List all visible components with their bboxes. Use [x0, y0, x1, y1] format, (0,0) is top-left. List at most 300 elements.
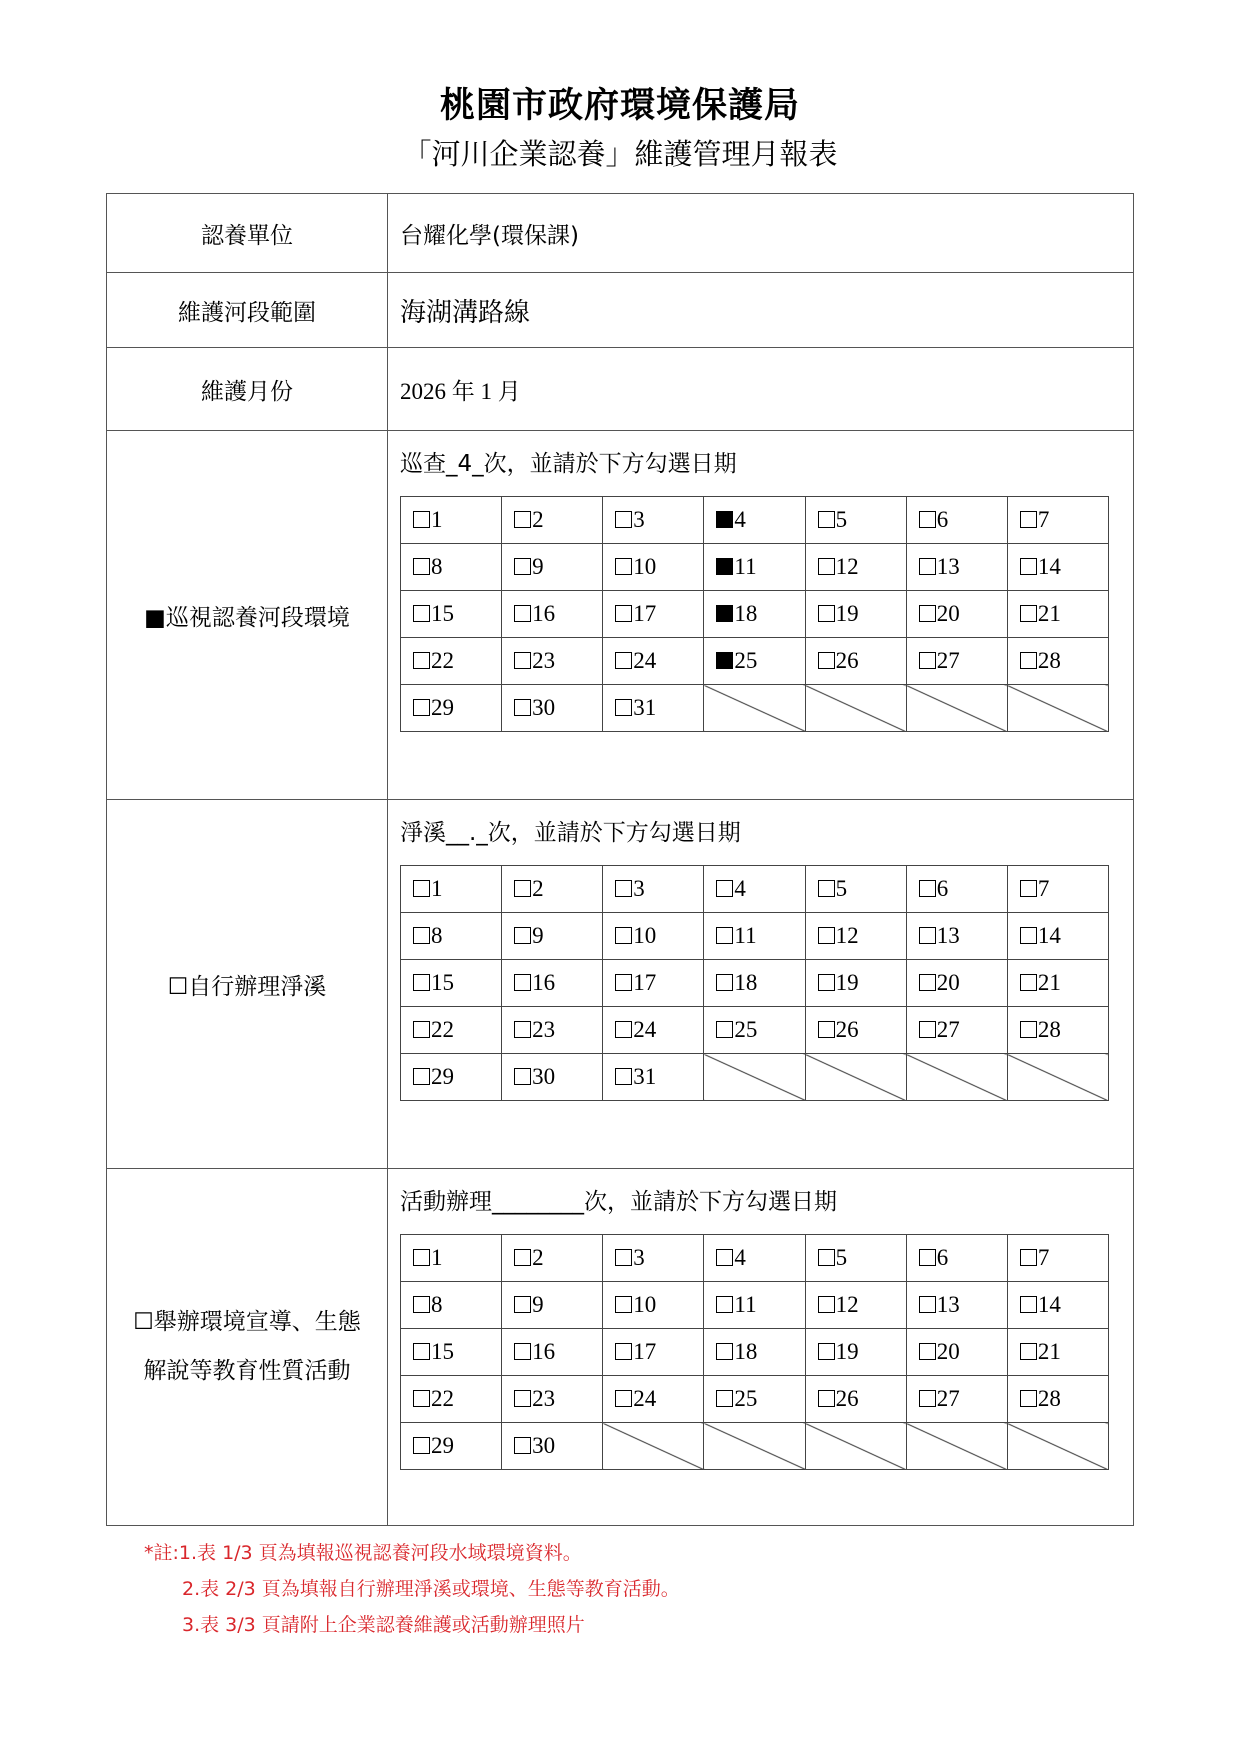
day-number: 15 — [431, 1339, 454, 1364]
checkbox-empty-icon[interactable] — [716, 1390, 733, 1407]
day-checkbox-28[interactable] — [1007, 638, 1108, 685]
day-number: 14 — [1037, 554, 1061, 579]
day-checkbox-19[interactable] — [805, 1329, 906, 1376]
checkbox-empty-icon[interactable] — [514, 1343, 531, 1360]
day-checkbox-16[interactable] — [502, 960, 603, 1007]
checkbox-empty-icon[interactable] — [919, 1390, 936, 1407]
day-number: 8 — [431, 923, 443, 948]
day-number: 8 — [431, 1292, 443, 1317]
day-number: 2 — [532, 507, 544, 532]
section-education-label-line1: ☐舉辦環境宣導、生態 — [133, 1309, 361, 1335]
day-checkbox-27[interactable] — [906, 1376, 1007, 1423]
empty-cell — [704, 685, 805, 732]
day-number: 6 — [936, 1245, 949, 1270]
day-checkbox-2[interactable] — [502, 1235, 603, 1282]
section-education-label-line2: 解說等教育性質活動 — [143, 1358, 351, 1384]
checkbox-empty-icon[interactable] — [716, 1021, 733, 1038]
checkbox-checked-icon[interactable] — [716, 558, 733, 575]
checkbox-empty-icon[interactable] — [514, 1296, 531, 1313]
day-checkbox-25[interactable] — [704, 638, 805, 685]
empty-cell — [906, 1423, 1007, 1470]
checkbox-empty-icon[interactable] — [514, 1021, 531, 1038]
day-number: 12 — [835, 923, 859, 948]
day-checkbox-30[interactable] — [502, 1423, 603, 1470]
day-checkbox-13[interactable] — [906, 544, 1007, 591]
day-checkbox-6[interactable] — [906, 497, 1007, 544]
range-value[interactable]: 海湖溝路線 — [388, 273, 1134, 348]
day-checkbox-4[interactable] — [704, 866, 805, 913]
day-checkbox-8[interactable] — [401, 1282, 502, 1329]
day-number: 14 — [1037, 923, 1061, 948]
day-number: 30 — [532, 1064, 556, 1089]
day-number: 10 — [633, 554, 657, 579]
calendar-row — [401, 1007, 1109, 1054]
day-number: 1 — [431, 876, 443, 901]
checkbox-empty-icon[interactable] — [413, 927, 430, 944]
empty-cell — [805, 1423, 906, 1470]
day-checkbox-19[interactable] — [805, 960, 906, 1007]
day-checkbox-29[interactable] — [401, 1423, 502, 1470]
day-checkbox-17[interactable] — [603, 960, 704, 1007]
checkbox-empty-icon[interactable] — [413, 1296, 430, 1313]
day-number: 5 — [835, 1245, 848, 1270]
day-number: 24 — [633, 648, 657, 673]
day-number: 13 — [936, 554, 960, 579]
day-checkbox-24[interactable] — [603, 1376, 704, 1423]
empty-cell — [704, 1423, 805, 1470]
day-number: 9 — [532, 1292, 544, 1317]
section-patrol-label: ■巡視認養河段環境 — [107, 431, 388, 800]
day-checkbox-8[interactable] — [401, 913, 502, 960]
day-checkbox-30[interactable] — [502, 685, 603, 732]
checkbox-empty-icon[interactable] — [615, 652, 632, 669]
day-checkbox-3[interactable] — [603, 866, 704, 913]
day-checkbox-1[interactable] — [401, 1235, 502, 1282]
day-number: 20 — [936, 1339, 960, 1364]
day-checkbox-15[interactable] — [401, 1329, 502, 1376]
day-checkbox-8[interactable] — [401, 544, 502, 591]
unit-value[interactable]: 台耀化學(環保課) — [388, 194, 1134, 273]
checkbox-empty-icon[interactable] — [615, 511, 632, 528]
day-number: 26 — [835, 648, 859, 673]
day-checkbox-21[interactable] — [1007, 591, 1108, 638]
checkbox-empty-icon[interactable] — [514, 605, 531, 622]
day-number: 9 — [532, 554, 544, 579]
report-table — [106, 193, 1134, 1526]
day-number: 25 — [734, 1017, 758, 1042]
day-checkbox-3[interactable] — [603, 497, 704, 544]
checkbox-empty-icon[interactable] — [716, 927, 733, 944]
checkbox-empty-icon[interactable] — [615, 880, 632, 897]
month-label: 維護月份 — [107, 348, 388, 431]
day-checkbox-7[interactable] — [1007, 1235, 1108, 1282]
empty-cell — [603, 1423, 704, 1470]
day-checkbox-15[interactable] — [401, 591, 502, 638]
day-checkbox-4[interactable] — [704, 1235, 805, 1282]
checkbox-empty-icon[interactable] — [919, 558, 936, 575]
day-checkbox-17[interactable] — [603, 591, 704, 638]
checkbox-empty-icon[interactable] — [1020, 927, 1037, 944]
day-number: 4 — [734, 1245, 746, 1270]
day-number: 22 — [431, 648, 454, 673]
empty-cell — [704, 1054, 805, 1101]
day-checkbox-16[interactable] — [502, 1329, 603, 1376]
day-checkbox-18[interactable] — [704, 591, 805, 638]
day-number: 3 — [633, 1245, 645, 1270]
checkbox-empty-icon[interactable] — [514, 558, 531, 575]
checkbox-empty-icon[interactable] — [514, 652, 531, 669]
checkbox-empty-icon[interactable] — [919, 880, 936, 897]
day-checkbox-14[interactable] — [1007, 1282, 1108, 1329]
day-number: 29 — [431, 695, 454, 720]
day-checkbox-2[interactable] — [502, 497, 603, 544]
checkbox-empty-icon[interactable] — [615, 1343, 632, 1360]
empty-cell — [805, 685, 906, 732]
day-checkbox-7[interactable] — [1007, 866, 1108, 913]
checkbox-empty-icon[interactable] — [818, 1343, 835, 1360]
checkbox-empty-icon[interactable] — [818, 1021, 835, 1038]
day-number: 28 — [1037, 1386, 1061, 1411]
section-patrol-header: 巡查_4_次，並請於下方勾選日期 — [400, 451, 737, 477]
checkbox-empty-icon[interactable] — [1020, 558, 1037, 575]
checkbox-empty-icon[interactable] — [615, 1390, 632, 1407]
empty-cell — [1007, 685, 1108, 732]
checkbox-empty-icon[interactable] — [615, 699, 632, 716]
checkbox-empty-icon[interactable] — [1020, 1249, 1037, 1266]
day-number: 18 — [734, 1339, 758, 1364]
day-checkbox-9[interactable] — [502, 544, 603, 591]
day-checkbox-26[interactable] — [805, 1007, 906, 1054]
day-checkbox-28[interactable] — [1007, 1007, 1108, 1054]
checkbox-empty-icon[interactable] — [413, 880, 430, 897]
day-checkbox-5[interactable] — [805, 866, 906, 913]
day-number: 11 — [734, 1292, 757, 1317]
day-number: 7 — [1037, 1245, 1050, 1270]
checkbox-empty-icon[interactable] — [615, 1068, 632, 1085]
day-checkbox-18[interactable] — [704, 1329, 805, 1376]
checkbox-empty-icon[interactable] — [514, 511, 531, 528]
calendar-row — [401, 685, 1109, 732]
checkbox-empty-icon[interactable] — [1020, 511, 1037, 528]
checkbox-empty-icon[interactable] — [413, 1249, 430, 1266]
month-value[interactable]: 2026 年 1 月 — [388, 348, 1134, 431]
checkbox-checked-icon[interactable] — [716, 605, 733, 622]
day-number: 23 — [532, 1386, 556, 1411]
day-number: 4 — [734, 507, 746, 532]
day-number: 27 — [936, 648, 960, 673]
day-number: 31 — [633, 695, 657, 720]
section-education-body — [388, 1169, 1134, 1526]
checkbox-empty-icon[interactable] — [413, 1390, 430, 1407]
checkbox-empty-icon[interactable] — [818, 927, 835, 944]
day-checkbox-28[interactable] — [1007, 1376, 1108, 1423]
checkbox-checked-icon[interactable] — [716, 652, 733, 669]
checkbox-empty-icon[interactable] — [514, 927, 531, 944]
checkbox-empty-icon[interactable] — [818, 974, 835, 991]
day-checkbox-27[interactable] — [906, 638, 1007, 685]
day-checkbox-21[interactable] — [1007, 1329, 1108, 1376]
day-checkbox-19[interactable] — [805, 591, 906, 638]
day-number: 17 — [633, 970, 657, 995]
checkbox-empty-icon[interactable] — [818, 1249, 835, 1266]
day-checkbox-12[interactable] — [805, 1282, 906, 1329]
calendar-row — [401, 1376, 1109, 1423]
checkbox-empty-icon[interactable] — [413, 511, 430, 528]
day-number: 31 — [633, 1064, 657, 1089]
day-checkbox-11[interactable] — [704, 544, 805, 591]
calendar-row — [401, 1329, 1109, 1376]
day-number: 10 — [633, 1292, 657, 1317]
checkbox-empty-icon[interactable] — [1020, 1021, 1037, 1038]
checkbox-empty-icon[interactable] — [1020, 1390, 1037, 1407]
day-number: 21 — [1037, 1339, 1061, 1364]
checkbox-empty-icon[interactable] — [919, 1021, 936, 1038]
day-number: 5 — [835, 876, 848, 901]
day-number: 17 — [633, 601, 657, 626]
day-checkbox-9[interactable] — [502, 913, 603, 960]
checkbox-empty-icon[interactable] — [919, 605, 936, 622]
page-title: 桃園市政府環境保護局 — [439, 86, 800, 126]
checkbox-empty-icon[interactable] — [1020, 652, 1037, 669]
day-number: 30 — [532, 1433, 556, 1458]
day-checkbox-24[interactable] — [603, 638, 704, 685]
checkbox-empty-icon[interactable] — [1020, 880, 1037, 897]
calendar-grid — [400, 1234, 1109, 1470]
checkbox-empty-icon[interactable] — [413, 558, 430, 575]
calendar-row — [401, 591, 1109, 638]
day-checkbox-20[interactable] — [906, 960, 1007, 1007]
day-checkbox-10[interactable] — [603, 1282, 704, 1329]
day-checkbox-2[interactable] — [502, 866, 603, 913]
section-cleanup — [107, 800, 1134, 1169]
checkbox-empty-icon[interactable] — [514, 1437, 531, 1454]
day-number: 16 — [532, 1339, 556, 1364]
day-checkbox-20[interactable] — [906, 591, 1007, 638]
day-checkbox-14[interactable] — [1007, 913, 1108, 960]
day-number: 3 — [633, 876, 645, 901]
day-number: 27 — [936, 1386, 960, 1411]
checkbox-empty-icon[interactable] — [413, 1068, 430, 1085]
section-cleanup-body — [388, 800, 1134, 1169]
checkbox-empty-icon[interactable] — [919, 511, 936, 528]
day-checkbox-12[interactable] — [805, 913, 906, 960]
checkbox-empty-icon[interactable] — [514, 974, 531, 991]
checkbox-empty-icon[interactable] — [716, 1296, 733, 1313]
checkbox-empty-icon[interactable] — [818, 558, 835, 575]
checkbox-empty-icon[interactable] — [919, 927, 936, 944]
calendar-row — [401, 913, 1109, 960]
day-checkbox-5[interactable] — [805, 497, 906, 544]
day-checkbox-29[interactable] — [401, 1054, 502, 1101]
checkbox-empty-icon[interactable] — [919, 1343, 936, 1360]
day-number: 28 — [1037, 1017, 1061, 1042]
checkbox-empty-icon[interactable] — [615, 1249, 632, 1266]
day-checkbox-31[interactable] — [603, 685, 704, 732]
day-checkbox-23[interactable] — [502, 1007, 603, 1054]
checkbox-empty-icon[interactable] — [818, 605, 835, 622]
day-checkbox-6[interactable] — [906, 1235, 1007, 1282]
checkbox-empty-icon[interactable] — [514, 1249, 531, 1266]
section-cleanup-label: ☐自行辦理淨溪 — [107, 800, 388, 1169]
checkbox-empty-icon[interactable] — [818, 1296, 835, 1313]
calendar-row — [401, 1054, 1109, 1101]
checkbox-empty-icon[interactable] — [615, 558, 632, 575]
section-patrol-body — [388, 431, 1134, 800]
checkbox-empty-icon[interactable] — [1020, 974, 1037, 991]
day-number: 12 — [835, 554, 859, 579]
calendar-row — [401, 960, 1109, 1007]
day-checkbox-29[interactable] — [401, 685, 502, 732]
day-number: 19 — [835, 1339, 859, 1364]
section-education-label — [107, 1169, 388, 1526]
day-number: 15 — [431, 970, 454, 995]
section-patrol — [107, 431, 1134, 800]
checkbox-empty-icon[interactable] — [1020, 1296, 1037, 1313]
day-checkbox-25[interactable] — [704, 1376, 805, 1423]
day-checkbox-4[interactable] — [704, 497, 805, 544]
day-number: 26 — [835, 1017, 859, 1042]
day-checkbox-1[interactable] — [401, 497, 502, 544]
day-number: 27 — [936, 1017, 960, 1042]
day-checkbox-7[interactable] — [1007, 497, 1108, 544]
day-number: 18 — [734, 970, 758, 995]
day-checkbox-31[interactable] — [603, 1054, 704, 1101]
day-checkbox-18[interactable] — [704, 960, 805, 1007]
day-checkbox-15[interactable] — [401, 960, 502, 1007]
day-checkbox-17[interactable] — [603, 1329, 704, 1376]
calendar-row — [401, 638, 1109, 685]
checkbox-empty-icon[interactable] — [919, 1296, 936, 1313]
day-checkbox-24[interactable] — [603, 1007, 704, 1054]
day-number: 13 — [936, 1292, 960, 1317]
section-education-header: 活動辦理________次，並請於下方勾選日期 — [400, 1189, 837, 1215]
day-number: 23 — [532, 648, 556, 673]
day-checkbox-22[interactable] — [401, 1376, 502, 1423]
day-checkbox-10[interactable] — [603, 544, 704, 591]
day-checkbox-25[interactable] — [704, 1007, 805, 1054]
day-checkbox-11[interactable] — [704, 1282, 805, 1329]
calendar-row — [401, 866, 1109, 913]
checkbox-empty-icon[interactable] — [716, 880, 733, 897]
checkbox-empty-icon[interactable] — [818, 511, 835, 528]
day-number: 20 — [936, 970, 960, 995]
footnote-3: 3.表 3/3 頁請附上企業認養維護或活動辦理照片 — [182, 1614, 585, 1636]
checkbox-empty-icon[interactable] — [413, 605, 430, 622]
day-number: 21 — [1037, 601, 1061, 626]
checkbox-empty-icon[interactable] — [818, 880, 835, 897]
day-number: 29 — [431, 1433, 454, 1458]
day-number: 7 — [1037, 876, 1050, 901]
day-checkbox-16[interactable] — [502, 591, 603, 638]
day-checkbox-22[interactable] — [401, 1007, 502, 1054]
day-number: 1 — [431, 507, 443, 532]
checkbox-empty-icon[interactable] — [919, 974, 936, 991]
day-number: 11 — [734, 923, 757, 948]
checkbox-empty-icon[interactable] — [413, 1343, 430, 1360]
day-checkbox-30[interactable] — [502, 1054, 603, 1101]
day-checkbox-14[interactable] — [1007, 544, 1108, 591]
empty-cell — [906, 1054, 1007, 1101]
checkbox-empty-icon[interactable] — [413, 652, 430, 669]
day-number: 21 — [1037, 970, 1061, 995]
section-education — [107, 1169, 1134, 1526]
day-checkbox-10[interactable] — [603, 913, 704, 960]
day-number: 9 — [532, 923, 544, 948]
day-checkbox-3[interactable] — [603, 1235, 704, 1282]
day-number: 30 — [532, 695, 556, 720]
checkbox-empty-icon[interactable] — [413, 699, 430, 716]
day-checkbox-27[interactable] — [906, 1007, 1007, 1054]
day-number: 12 — [835, 1292, 859, 1317]
checkbox-empty-icon[interactable] — [615, 974, 632, 991]
day-checkbox-23[interactable] — [502, 1376, 603, 1423]
day-checkbox-12[interactable] — [805, 544, 906, 591]
day-checkbox-1[interactable] — [401, 866, 502, 913]
checkbox-checked-icon[interactable] — [716, 511, 733, 528]
checkbox-empty-icon[interactable] — [413, 974, 430, 991]
day-number: 28 — [1037, 648, 1061, 673]
day-number: 14 — [1037, 1292, 1061, 1317]
checkbox-empty-icon[interactable] — [818, 652, 835, 669]
day-checkbox-26[interactable] — [805, 638, 906, 685]
day-number: 8 — [431, 554, 443, 579]
checkbox-empty-icon[interactable] — [919, 1249, 936, 1266]
checkbox-empty-icon[interactable] — [514, 1068, 531, 1085]
checkbox-empty-icon[interactable] — [716, 1249, 733, 1266]
checkbox-empty-icon[interactable] — [514, 880, 531, 897]
day-checkbox-26[interactable] — [805, 1376, 906, 1423]
day-checkbox-22[interactable] — [401, 638, 502, 685]
checkbox-empty-icon[interactable] — [514, 699, 531, 716]
calendar-row — [401, 544, 1109, 591]
empty-cell — [906, 685, 1007, 732]
empty-cell — [805, 1054, 906, 1101]
day-number: 2 — [532, 876, 544, 901]
checkbox-empty-icon[interactable] — [716, 1343, 733, 1360]
day-checkbox-6[interactable] — [906, 866, 1007, 913]
checkbox-empty-icon[interactable] — [413, 1021, 430, 1038]
checkbox-empty-icon[interactable] — [1020, 1343, 1037, 1360]
calendar-row — [401, 1282, 1109, 1329]
day-checkbox-5[interactable] — [805, 1235, 906, 1282]
checkbox-empty-icon[interactable] — [615, 927, 632, 944]
day-checkbox-11[interactable] — [704, 913, 805, 960]
day-checkbox-9[interactable] — [502, 1282, 603, 1329]
day-number: 26 — [835, 1386, 859, 1411]
checkbox-empty-icon[interactable] — [615, 1021, 632, 1038]
day-checkbox-13[interactable] — [906, 913, 1007, 960]
checkbox-empty-icon[interactable] — [615, 605, 632, 622]
day-number: 24 — [633, 1386, 657, 1411]
day-checkbox-21[interactable] — [1007, 960, 1108, 1007]
checkbox-empty-icon[interactable] — [413, 1437, 430, 1454]
checkbox-empty-icon[interactable] — [818, 1390, 835, 1407]
checkbox-empty-icon[interactable] — [716, 974, 733, 991]
day-number: 16 — [532, 970, 556, 995]
day-number: 4 — [734, 876, 746, 901]
checkbox-empty-icon[interactable] — [919, 652, 936, 669]
calendar-grid — [400, 496, 1109, 732]
day-checkbox-20[interactable] — [906, 1329, 1007, 1376]
day-checkbox-13[interactable] — [906, 1282, 1007, 1329]
checkbox-empty-icon[interactable] — [615, 1296, 632, 1313]
checkbox-empty-icon[interactable] — [514, 1390, 531, 1407]
empty-cell — [1007, 1054, 1108, 1101]
checkbox-empty-icon[interactable] — [1020, 605, 1037, 622]
page-subtitle: 「河川企業認養」維護管理月報表 — [402, 137, 838, 171]
footnotes — [144, 1535, 680, 1643]
day-checkbox-23[interactable] — [502, 638, 603, 685]
